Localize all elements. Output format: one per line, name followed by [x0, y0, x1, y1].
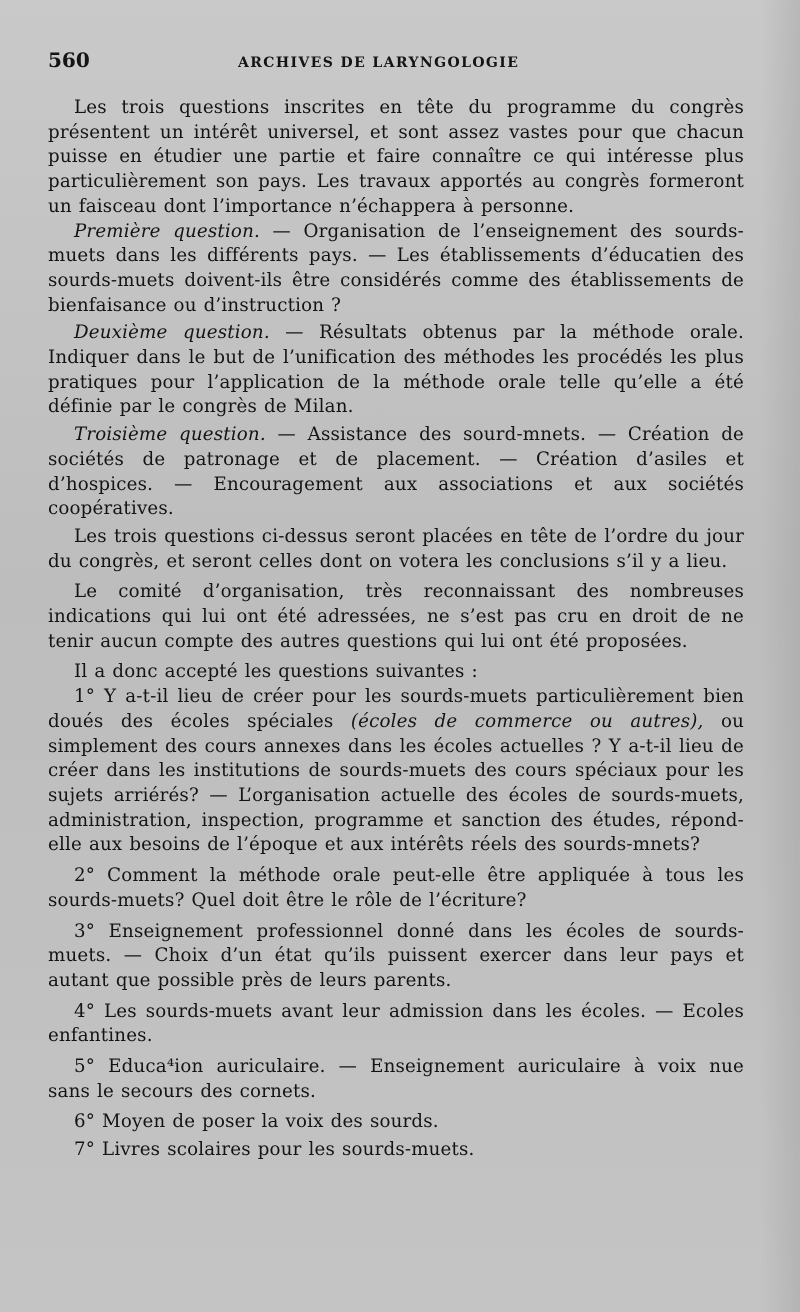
list-item-3: 3° Enseignement professionnel donné dans les écoles de sourds-muets. — Choix d’un état qu’ils puissent exercer dans leur pays et autant que possible près de leurs parents. — [48, 920, 744, 991]
list-item-1-text-b: ou simplement des cours annexes dans les écoles actuelles ? Y a-t-il lieu de créer dans les institutions de sourds-muets des cours spéciaux pour les sujets arriérés? — L’organisation actuelle des écoles de sourds-muets, administration, inspection, programme et sanction des études, répond-elle aux besoins de l’époque et aux intérêts réels des sourds-mnets? — [48, 710, 745, 856]
running-head — [48, 48, 744, 76]
order-paragraph: Les trois questions ci-dessus seront placées en tête de l’ordre du jour du congrès, et seront celles dont on votera les conclusions s’il y a lieu. — [48, 525, 744, 572]
question-three-text: — Assistance des sourd-mnets. — Création de sociétés de patronage et de placement. — Création d’asiles et d’hospices. — Encouragement aux associations et aux sociétés coopératives. — [48, 424, 745, 520]
accepted-paragraph: Il a donc accepté les questions suivantes : — [74, 661, 478, 683]
journal-title: ARCHIVES DE LARYNGOLOGIE — [238, 55, 520, 71]
committee-paragraph: Le comité d’organisation, très reconnaissant des nombreuses indications qui lui ont été adressées, ne s’est pas cru en droit de ne tenir aucun compte des autres questions qui lui ont été proposées. — [48, 581, 744, 652]
question-three-paragraph — [48, 423, 744, 522]
question-one-lead: Première question. — [74, 220, 260, 242]
question-two-lead: Deuxième question. — [74, 322, 270, 344]
list-item-2: 2° Comment la méthode orale peut-elle être appliquée à tous les sourds-muets? Quel doit être le rôle de l’écriture? — [48, 865, 744, 911]
question-two-paragraph — [48, 321, 744, 420]
list-item-1-text-a: 1° Y a-t-il lieu de créer pour les sourds-muets particulièrement bien doués des écoles spéciales — [48, 686, 744, 732]
body-text — [48, 96, 744, 1163]
list-item-1 — [48, 685, 744, 858]
page-number: 560 — [48, 48, 90, 72]
intro-paragraph: Les trois questions inscrites en tête du programme du congrès présentent un intérêt universel, et sont assez vastes pour que chacun puisse en étudier une partie et faire connaître ce qui intéresse plus particulièrement son pays. Les travaux apportés au congrès formeront un faisceau dont l’importance n’échappera à personne. — [48, 97, 744, 217]
list-item-6: 6° Moyen de poser la voix des sourds. — [74, 1111, 439, 1133]
question-two-text: — Résultats obtenus par la méthode orale. Indiquer dans le but de l’unification des méthodes les procédés les plus pratiques pour l’application de la méthode orale telle qu’elle a été définie par le congrès de Milan. — [48, 322, 744, 418]
list-item-1-italic: (écoles de commerce ou autres), — [350, 710, 704, 732]
question-one-text: — Organisation de l’enseignement des sourds-muets dans les différents pays. — Les établissements d’éducatien des sourds-muets doivent-ils être considérés comme des établissements de bienfaisance ou d’instruction ? — [48, 220, 744, 316]
list-item-7: 7° Livres scolaires pour les sourds-muets. — [74, 1139, 475, 1161]
question-three-lead: Troisième question. — [74, 424, 266, 446]
question-one-paragraph — [48, 220, 744, 319]
list-item-5: 5° Educa⁴ion auriculaire. — Enseignement auriculaire à voix nue sans le secours des cornets. — [48, 1056, 744, 1102]
list-item-4: 4° Les sourds-muets avant leur admission dans les écoles. — Ecoles enfantines. — [48, 1000, 744, 1047]
